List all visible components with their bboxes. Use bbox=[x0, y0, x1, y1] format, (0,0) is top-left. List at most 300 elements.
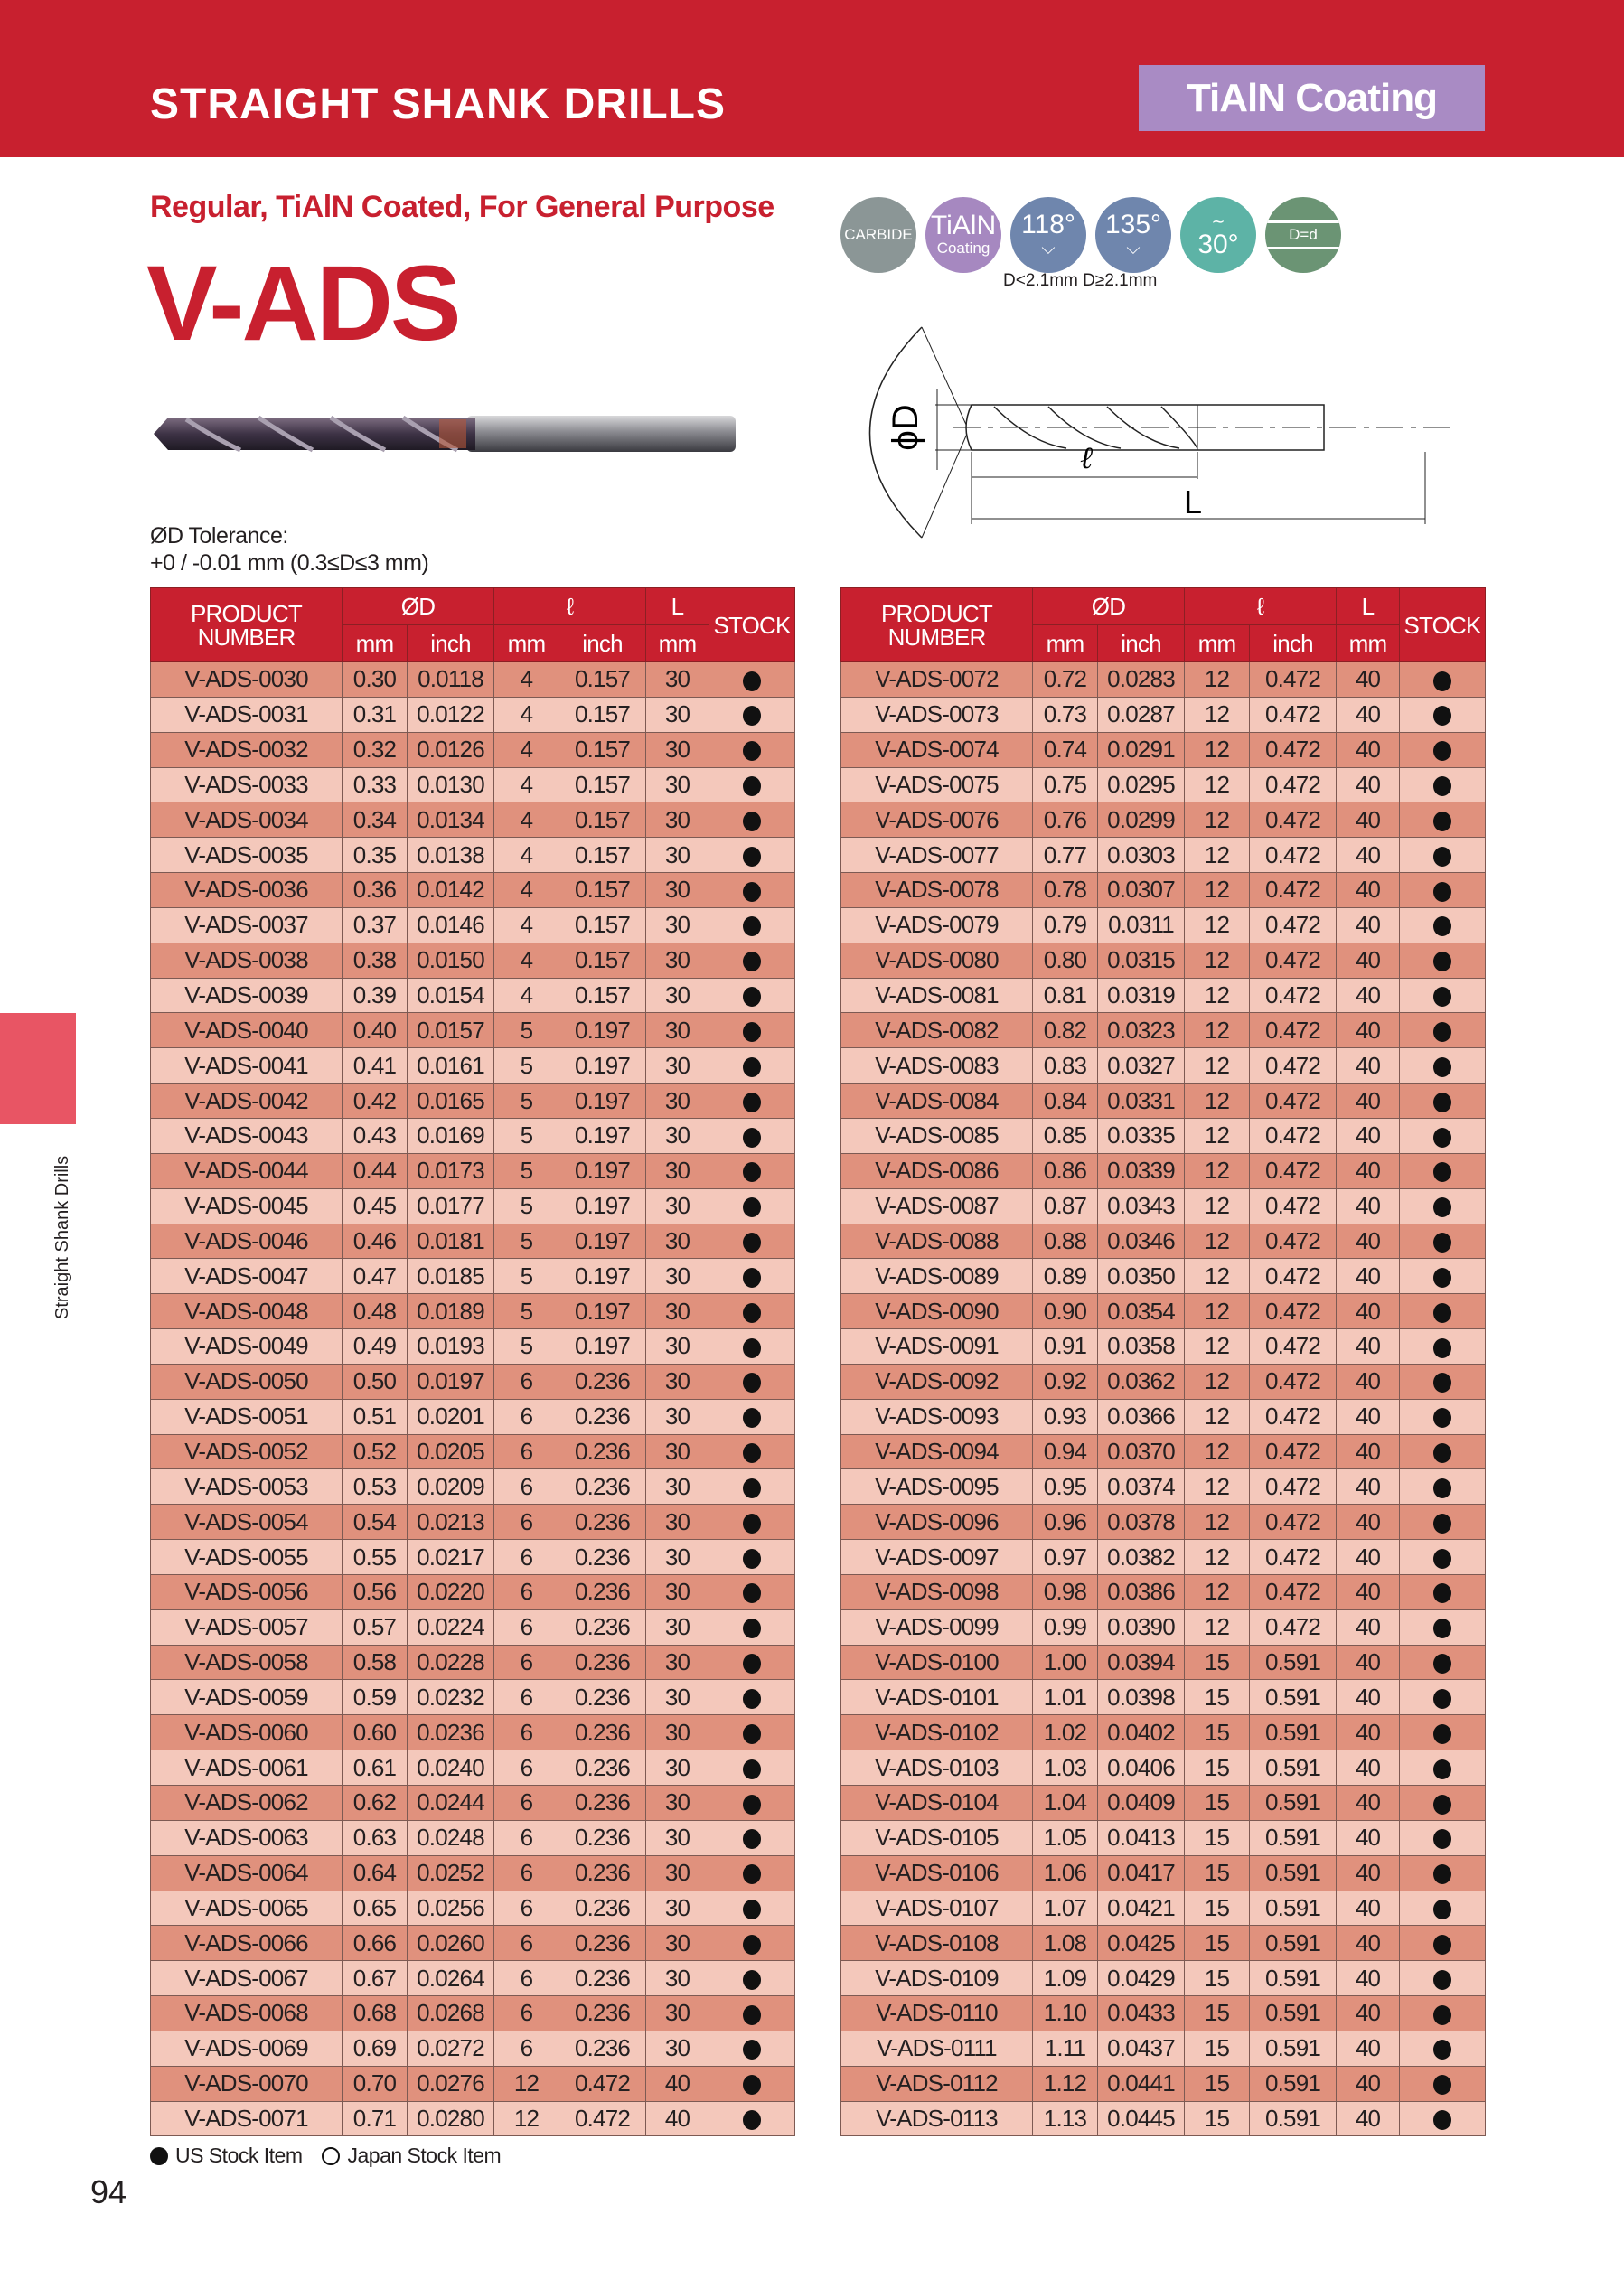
table-row bbox=[151, 767, 795, 802]
us-stock-dot-icon bbox=[1433, 882, 1451, 902]
us-stock-dot-icon bbox=[743, 1759, 761, 1779]
length-mm-cell: 40 bbox=[1337, 1926, 1400, 1961]
length-mm-cell: 30 bbox=[646, 1048, 709, 1084]
dia-inch-cell: 0.0370 bbox=[1098, 1434, 1185, 1469]
product-subtitle: Regular, TiAlN Coated, For General Purpose bbox=[150, 190, 774, 224]
us-stock-dot-icon bbox=[1433, 1443, 1451, 1463]
flute-mm-cell: 5 bbox=[494, 1224, 559, 1259]
length-mm-cell: 40 bbox=[1337, 1680, 1400, 1715]
table-row bbox=[841, 732, 1486, 767]
dia-mm-cell: 0.61 bbox=[343, 1750, 408, 1786]
dia-inch-cell: 0.0339 bbox=[1098, 1153, 1185, 1188]
product-number-cell: V-ADS-0064 bbox=[151, 1855, 343, 1891]
length-mm-cell: 40 bbox=[1337, 1084, 1400, 1119]
flute-inch-cell: 0.236 bbox=[559, 1750, 646, 1786]
flute-mm-cell: 12 bbox=[1185, 1013, 1250, 1048]
length-mm-cell: 40 bbox=[1337, 1118, 1400, 1153]
stock-cell bbox=[709, 978, 795, 1013]
dia-mm-cell: 0.56 bbox=[343, 1574, 408, 1609]
product-number-cell: V-ADS-0089 bbox=[841, 1259, 1033, 1294]
product-number-cell: V-ADS-0053 bbox=[151, 1469, 343, 1505]
length-mm-cell: 30 bbox=[646, 2031, 709, 2066]
product-number-cell: V-ADS-0106 bbox=[841, 1855, 1033, 1891]
flute-inch-cell: 0.472 bbox=[1250, 838, 1337, 873]
stock-cell bbox=[709, 802, 795, 838]
us-stock-dot-icon bbox=[1433, 741, 1451, 761]
feature-icons bbox=[840, 197, 1341, 273]
flute-mm-cell: 12 bbox=[1185, 1118, 1250, 1153]
table-row bbox=[841, 1961, 1486, 1996]
us-stock-dot-icon bbox=[1433, 1900, 1451, 1919]
table-row bbox=[841, 2066, 1486, 2101]
header-unit: inch bbox=[1250, 625, 1337, 662]
point-angle-118-icon: 118° ⌵ bbox=[1010, 197, 1086, 273]
dia-inch-cell: 0.0287 bbox=[1098, 697, 1185, 732]
us-stock-dot-icon bbox=[743, 2005, 761, 2025]
table-row bbox=[841, 1926, 1486, 1961]
table-row bbox=[151, 1926, 795, 1961]
product-number-cell: V-ADS-0069 bbox=[151, 2031, 343, 2066]
flute-mm-cell: 6 bbox=[494, 1540, 559, 1575]
us-stock-dot-icon bbox=[1433, 1829, 1451, 1849]
table-row bbox=[151, 1505, 795, 1540]
dia-inch-cell: 0.0409 bbox=[1098, 1786, 1185, 1821]
length-mm-cell: 30 bbox=[646, 1118, 709, 1153]
flute-inch-cell: 0.591 bbox=[1250, 2031, 1337, 2066]
flute-mm-cell: 5 bbox=[494, 1118, 559, 1153]
us-stock-dot-icon bbox=[743, 2110, 761, 2130]
flute-inch-cell: 0.472 bbox=[1250, 1153, 1337, 1188]
product-number-cell: V-ADS-0095 bbox=[841, 1469, 1033, 1505]
table-row bbox=[151, 1013, 795, 1048]
flute-inch-cell: 0.472 bbox=[1250, 943, 1337, 978]
flute-mm-cell: 6 bbox=[494, 1399, 559, 1434]
dia-inch-cell: 0.0441 bbox=[1098, 2066, 1185, 2101]
flute-mm-cell: 6 bbox=[494, 1609, 559, 1645]
dia-inch-cell: 0.0240 bbox=[408, 1750, 494, 1786]
us-stock-dot-icon bbox=[743, 1864, 761, 1884]
flute-mm-cell: 15 bbox=[1185, 1926, 1250, 1961]
dia-inch-cell: 0.0319 bbox=[1098, 978, 1185, 1013]
us-stock-dot-icon bbox=[743, 1829, 761, 1849]
dia-inch-cell: 0.0374 bbox=[1098, 1469, 1185, 1505]
flute-mm-cell: 4 bbox=[494, 697, 559, 732]
product-number-cell: V-ADS-0108 bbox=[841, 1926, 1033, 1961]
flute-inch-cell: 0.591 bbox=[1250, 1820, 1337, 1855]
stock-cell bbox=[1400, 1961, 1486, 1996]
dia-mm-cell: 0.69 bbox=[343, 2031, 408, 2066]
product-number-cell: V-ADS-0030 bbox=[151, 662, 343, 698]
tolerance-value: +0 / -0.01 mm (0.3≤D≤3 mm) bbox=[150, 550, 429, 576]
stock-cell bbox=[709, 1961, 795, 1996]
header-unit: inch bbox=[408, 625, 494, 662]
table-row bbox=[841, 943, 1486, 978]
dia-mm-cell: 0.77 bbox=[1033, 838, 1098, 873]
flute-mm-cell: 12 bbox=[1185, 732, 1250, 767]
flute-inch-cell: 0.236 bbox=[559, 1540, 646, 1575]
stock-cell bbox=[1400, 1188, 1486, 1224]
product-number-cell: V-ADS-0059 bbox=[151, 1680, 343, 1715]
stock-cell bbox=[1400, 2066, 1486, 2101]
flute-inch-cell: 0.197 bbox=[559, 1188, 646, 1224]
stock-cell bbox=[709, 1820, 795, 1855]
stock-cell bbox=[709, 1505, 795, 1540]
flute-mm-cell: 4 bbox=[494, 802, 559, 838]
stock-cell bbox=[709, 943, 795, 978]
dia-inch-cell: 0.0197 bbox=[408, 1364, 494, 1399]
product-number-cell: V-ADS-0101 bbox=[841, 1680, 1033, 1715]
dia-mm-cell: 0.68 bbox=[343, 1996, 408, 2031]
dia-mm-cell: 0.98 bbox=[1033, 1574, 1098, 1609]
flute-inch-cell: 0.236 bbox=[559, 1926, 646, 1961]
table-row bbox=[841, 907, 1486, 943]
length-mm-cell: 40 bbox=[1337, 1399, 1400, 1434]
dia-inch-cell: 0.0244 bbox=[408, 1786, 494, 1821]
flute-inch-cell: 0.472 bbox=[1250, 1294, 1337, 1329]
table-row bbox=[841, 1188, 1486, 1224]
stock-cell bbox=[709, 1434, 795, 1469]
flute-inch-cell: 0.472 bbox=[1250, 1540, 1337, 1575]
product-number-cell: V-ADS-0037 bbox=[151, 907, 343, 943]
dia-inch-cell: 0.0276 bbox=[408, 2066, 494, 2101]
flute-mm-cell: 12 bbox=[1185, 1434, 1250, 1469]
flute-mm-cell: 12 bbox=[494, 2066, 559, 2101]
length-mm-cell: 40 bbox=[1337, 2031, 1400, 2066]
table-row bbox=[841, 1364, 1486, 1399]
table-row bbox=[841, 1259, 1486, 1294]
stock-cell bbox=[709, 873, 795, 908]
us-stock-dot-icon bbox=[1433, 1935, 1451, 1955]
dia-mm-cell: 1.02 bbox=[1033, 1715, 1098, 1750]
table-row bbox=[151, 1645, 795, 1680]
flute-inch-cell: 0.197 bbox=[559, 1259, 646, 1294]
flute-mm-cell: 15 bbox=[1185, 1645, 1250, 1680]
legend-japan: Japan Stock Item bbox=[347, 2144, 502, 2167]
dia-mm-cell: 0.36 bbox=[343, 873, 408, 908]
dia-mm-cell: 1.11 bbox=[1033, 2031, 1098, 2066]
flute-inch-cell: 0.197 bbox=[559, 1013, 646, 1048]
flute-mm-cell: 5 bbox=[494, 1329, 559, 1365]
header-unit: inch bbox=[559, 625, 646, 662]
length-mm-cell: 40 bbox=[1337, 732, 1400, 767]
length-mm-cell: 40 bbox=[646, 2066, 709, 2101]
us-stock-dot-icon bbox=[1433, 1724, 1451, 1744]
stock-cell bbox=[1400, 662, 1486, 698]
dia-mm-cell: 0.88 bbox=[1033, 1224, 1098, 1259]
flute-inch-cell: 0.236 bbox=[559, 1434, 646, 1469]
dia-inch-cell: 0.0382 bbox=[1098, 1540, 1185, 1575]
dia-inch-cell: 0.0157 bbox=[408, 1013, 494, 1048]
dia-inch-cell: 0.0417 bbox=[1098, 1855, 1185, 1891]
dia-mm-cell: 0.42 bbox=[343, 1084, 408, 1119]
us-stock-dot-icon bbox=[1433, 1303, 1451, 1323]
length-mm-cell: 40 bbox=[1337, 802, 1400, 838]
dia-inch-cell: 0.0138 bbox=[408, 838, 494, 873]
product-number-cell: V-ADS-0060 bbox=[151, 1715, 343, 1750]
length-mm-cell: 30 bbox=[646, 838, 709, 873]
length-mm-cell: 40 bbox=[1337, 1153, 1400, 1188]
table-row bbox=[841, 1750, 1486, 1786]
flute-mm-cell: 12 bbox=[1185, 1505, 1250, 1540]
us-stock-dot-icon bbox=[1433, 1795, 1451, 1815]
dia-inch-cell: 0.0307 bbox=[1098, 873, 1185, 908]
table-row bbox=[841, 697, 1486, 732]
stock-cell bbox=[709, 767, 795, 802]
table-row bbox=[151, 1540, 795, 1575]
product-number-cell: V-ADS-0092 bbox=[841, 1364, 1033, 1399]
us-stock-dot-icon bbox=[743, 1233, 761, 1253]
dia-mm-cell: 0.74 bbox=[1033, 732, 1098, 767]
dia-mm-cell: 0.34 bbox=[343, 802, 408, 838]
table-row bbox=[841, 1013, 1486, 1048]
stock-cell bbox=[709, 1540, 795, 1575]
flute-inch-cell: 0.472 bbox=[1250, 1469, 1337, 1505]
stock-legend bbox=[150, 2144, 501, 2168]
flute-mm-cell: 5 bbox=[494, 1153, 559, 1188]
flute-mm-cell: 15 bbox=[1185, 1786, 1250, 1821]
flute-inch-cell: 0.197 bbox=[559, 1084, 646, 1119]
table-row bbox=[841, 1855, 1486, 1891]
stock-cell bbox=[1400, 1855, 1486, 1891]
product-number-cell: V-ADS-0051 bbox=[151, 1399, 343, 1434]
header-flute: ℓ bbox=[1185, 588, 1337, 625]
dia-inch-cell: 0.0264 bbox=[408, 1961, 494, 1996]
stock-cell bbox=[1400, 873, 1486, 908]
stock-cell bbox=[709, 1469, 795, 1505]
header-unit: mm bbox=[343, 625, 408, 662]
length-mm-cell: 30 bbox=[646, 802, 709, 838]
product-number-cell: V-ADS-0041 bbox=[151, 1048, 343, 1084]
stock-cell bbox=[1400, 1820, 1486, 1855]
flute-mm-cell: 12 bbox=[1185, 1294, 1250, 1329]
header-unit: mm bbox=[494, 625, 559, 662]
table-row bbox=[841, 1645, 1486, 1680]
length-mm-cell: 30 bbox=[646, 662, 709, 698]
stock-cell bbox=[709, 907, 795, 943]
table-row bbox=[151, 1820, 795, 1855]
flute-inch-cell: 0.197 bbox=[559, 1224, 646, 1259]
flute-inch-cell: 0.591 bbox=[1250, 2066, 1337, 2101]
stock-cell bbox=[1400, 838, 1486, 873]
product-number-cell: V-ADS-0057 bbox=[151, 1609, 343, 1645]
dia-inch-cell: 0.0181 bbox=[408, 1224, 494, 1259]
dia-mm-cell: 0.79 bbox=[1033, 907, 1098, 943]
dia-inch-cell: 0.0213 bbox=[408, 1505, 494, 1540]
stock-cell bbox=[1400, 1224, 1486, 1259]
flute-mm-cell: 6 bbox=[494, 1786, 559, 1821]
length-mm-cell: 30 bbox=[646, 1680, 709, 1715]
stock-cell bbox=[1400, 1084, 1486, 1119]
dia-inch-cell: 0.0413 bbox=[1098, 1820, 1185, 1855]
flute-inch-cell: 0.472 bbox=[1250, 978, 1337, 1013]
us-stock-dot-icon bbox=[743, 1057, 761, 1077]
length-mm-cell: 40 bbox=[1337, 767, 1400, 802]
length-mm-cell: 40 bbox=[1337, 1364, 1400, 1399]
table-row bbox=[841, 1680, 1486, 1715]
dia-mm-cell: 0.57 bbox=[343, 1609, 408, 1645]
dia-inch-cell: 0.0354 bbox=[1098, 1294, 1185, 1329]
dia-mm-cell: 0.38 bbox=[343, 943, 408, 978]
length-mm-cell: 30 bbox=[646, 697, 709, 732]
table-row bbox=[841, 838, 1486, 873]
dia-inch-cell: 0.0236 bbox=[408, 1715, 494, 1750]
flute-inch-cell: 0.591 bbox=[1250, 1680, 1337, 1715]
product-number-cell: V-ADS-0099 bbox=[841, 1609, 1033, 1645]
dia-mm-cell: 0.80 bbox=[1033, 943, 1098, 978]
header-dia: ØD bbox=[1033, 588, 1185, 625]
product-number-cell: V-ADS-0087 bbox=[841, 1188, 1033, 1224]
stock-cell bbox=[1400, 907, 1486, 943]
table-row bbox=[841, 1294, 1486, 1329]
stock-cell bbox=[709, 2031, 795, 2066]
dia-mm-cell: 0.60 bbox=[343, 1715, 408, 1750]
dia-mm-cell: 0.66 bbox=[343, 1926, 408, 1961]
us-stock-dot-icon bbox=[1433, 2005, 1451, 2025]
flute-mm-cell: 12 bbox=[1185, 1048, 1250, 1084]
dia-mm-cell: 0.84 bbox=[1033, 1084, 1098, 1119]
flute-inch-cell: 0.472 bbox=[1250, 1505, 1337, 1540]
length-mm-cell: 40 bbox=[1337, 662, 1400, 698]
flute-mm-cell: 15 bbox=[1185, 1680, 1250, 1715]
stock-cell bbox=[709, 1750, 795, 1786]
us-stock-dot-icon bbox=[1433, 1583, 1451, 1603]
us-stock-dot-icon bbox=[743, 2075, 761, 2095]
flute-mm-cell: 12 bbox=[1185, 943, 1250, 978]
flute-inch-cell: 0.591 bbox=[1250, 1715, 1337, 1750]
stock-cell bbox=[1400, 943, 1486, 978]
flute-inch-cell: 0.591 bbox=[1250, 1961, 1337, 1996]
stock-cell bbox=[1400, 1891, 1486, 1926]
us-stock-dot-icon bbox=[1433, 1022, 1451, 1042]
dia-inch-cell: 0.0402 bbox=[1098, 1715, 1185, 1750]
product-number-cell: V-ADS-0103 bbox=[841, 1750, 1033, 1786]
length-mm-cell: 30 bbox=[646, 873, 709, 908]
stock-cell bbox=[709, 2101, 795, 2136]
flute-mm-cell: 12 bbox=[1185, 1084, 1250, 1119]
dia-inch-cell: 0.0150 bbox=[408, 943, 494, 978]
dia-inch-cell: 0.0445 bbox=[1098, 2101, 1185, 2136]
table-row bbox=[151, 1574, 795, 1609]
us-stock-dot-icon bbox=[1433, 706, 1451, 726]
table-row bbox=[841, 1505, 1486, 1540]
flute-mm-cell: 12 bbox=[1185, 978, 1250, 1013]
table-row bbox=[151, 1961, 795, 1996]
flute-mm-cell: 6 bbox=[494, 1364, 559, 1399]
product-number-cell: V-ADS-0039 bbox=[151, 978, 343, 1013]
dia-inch-cell: 0.0154 bbox=[408, 978, 494, 1013]
product-number-cell: V-ADS-0035 bbox=[151, 838, 343, 873]
us-stock-dot-icon bbox=[743, 1022, 761, 1042]
us-stock-dot-icon bbox=[743, 1619, 761, 1638]
stock-cell bbox=[1400, 1153, 1486, 1188]
flute-mm-cell: 4 bbox=[494, 732, 559, 767]
dia-mm-cell: 1.01 bbox=[1033, 1680, 1098, 1715]
us-stock-dot-icon bbox=[743, 1443, 761, 1463]
us-stock-dot-icon bbox=[1433, 1197, 1451, 1217]
shank-equal-icon bbox=[1265, 197, 1341, 273]
length-mm-cell: 30 bbox=[646, 1469, 709, 1505]
dia-mm-cell: 0.81 bbox=[1033, 978, 1098, 1013]
stock-cell bbox=[1400, 1715, 1486, 1750]
product-number-cell: V-ADS-0113 bbox=[841, 2101, 1033, 2136]
product-number-cell: V-ADS-0042 bbox=[151, 1084, 343, 1119]
length-mm-cell: 30 bbox=[646, 1926, 709, 1961]
dia-mm-cell: 0.46 bbox=[343, 1224, 408, 1259]
header-product: PRODUCT NUMBER bbox=[151, 588, 343, 662]
flute-mm-cell: 6 bbox=[494, 1855, 559, 1891]
us-stock-dot-icon bbox=[1433, 2110, 1451, 2130]
dia-mm-cell: 0.99 bbox=[1033, 1609, 1098, 1645]
stock-cell bbox=[709, 1680, 795, 1715]
product-number-cell: V-ADS-0038 bbox=[151, 943, 343, 978]
dia-inch-cell: 0.0126 bbox=[408, 732, 494, 767]
length-mm-cell: 40 bbox=[1337, 2066, 1400, 2101]
us-stock-dot-icon bbox=[743, 1583, 761, 1603]
length-mm-cell: 40 bbox=[1337, 1820, 1400, 1855]
stock-cell bbox=[1400, 1645, 1486, 1680]
dia-inch-cell: 0.0421 bbox=[1098, 1891, 1185, 1926]
us-stock-dot-icon bbox=[1433, 1233, 1451, 1253]
product-number-cell: V-ADS-0068 bbox=[151, 1996, 343, 2031]
stock-cell bbox=[709, 697, 795, 732]
dia-mm-cell: 0.89 bbox=[1033, 1259, 1098, 1294]
flute-inch-cell: 0.157 bbox=[559, 732, 646, 767]
dia-mm-cell: 0.91 bbox=[1033, 1329, 1098, 1365]
flute-mm-cell: 15 bbox=[1185, 1891, 1250, 1926]
flute-mm-cell: 15 bbox=[1185, 1855, 1250, 1891]
dia-mm-cell: 0.44 bbox=[343, 1153, 408, 1188]
table-row bbox=[151, 1153, 795, 1188]
product-number-cell: V-ADS-0044 bbox=[151, 1153, 343, 1188]
header-product: PRODUCT NUMBER bbox=[841, 588, 1033, 662]
dia-mm-cell: 0.55 bbox=[343, 1540, 408, 1575]
product-number-cell: V-ADS-0083 bbox=[841, 1048, 1033, 1084]
flute-mm-cell: 15 bbox=[1185, 2101, 1250, 2136]
helix-angle-icon: ∼ 30° bbox=[1180, 197, 1256, 273]
dia-inch-cell: 0.0248 bbox=[408, 1820, 494, 1855]
flute-mm-cell: 6 bbox=[494, 1926, 559, 1961]
length-mm-cell: 30 bbox=[646, 1540, 709, 1575]
dia-inch-cell: 0.0130 bbox=[408, 767, 494, 802]
stock-cell bbox=[709, 1084, 795, 1119]
table-row bbox=[841, 1786, 1486, 1821]
table-row bbox=[841, 1084, 1486, 1119]
flute-mm-cell: 6 bbox=[494, 1996, 559, 2031]
product-number-cell: V-ADS-0084 bbox=[841, 1084, 1033, 1119]
length-mm-cell: 30 bbox=[646, 1153, 709, 1188]
us-stock-dot-icon bbox=[150, 2147, 168, 2165]
dia-inch-cell: 0.0398 bbox=[1098, 1680, 1185, 1715]
length-mm-cell: 30 bbox=[646, 767, 709, 802]
dia-mm-cell: 1.04 bbox=[1033, 1786, 1098, 1821]
table-row bbox=[841, 2031, 1486, 2066]
flute-inch-cell: 0.472 bbox=[1250, 1329, 1337, 1365]
us-stock-dot-icon bbox=[743, 1478, 761, 1498]
table-row bbox=[151, 2031, 795, 2066]
dia-inch-cell: 0.0346 bbox=[1098, 1224, 1185, 1259]
product-number-cell: V-ADS-0052 bbox=[151, 1434, 343, 1469]
us-stock-dot-icon bbox=[1433, 1864, 1451, 1884]
product-number-cell: V-ADS-0034 bbox=[151, 802, 343, 838]
stock-cell bbox=[1400, 1259, 1486, 1294]
dia-mm-cell: 1.13 bbox=[1033, 2101, 1098, 2136]
length-mm-cell: 40 bbox=[1337, 1259, 1400, 1294]
table-row bbox=[151, 1118, 795, 1153]
product-number-cell: V-ADS-0047 bbox=[151, 1259, 343, 1294]
flute-mm-cell: 4 bbox=[494, 662, 559, 698]
table-row bbox=[841, 1891, 1486, 1926]
length-mm-cell: 30 bbox=[646, 1084, 709, 1119]
